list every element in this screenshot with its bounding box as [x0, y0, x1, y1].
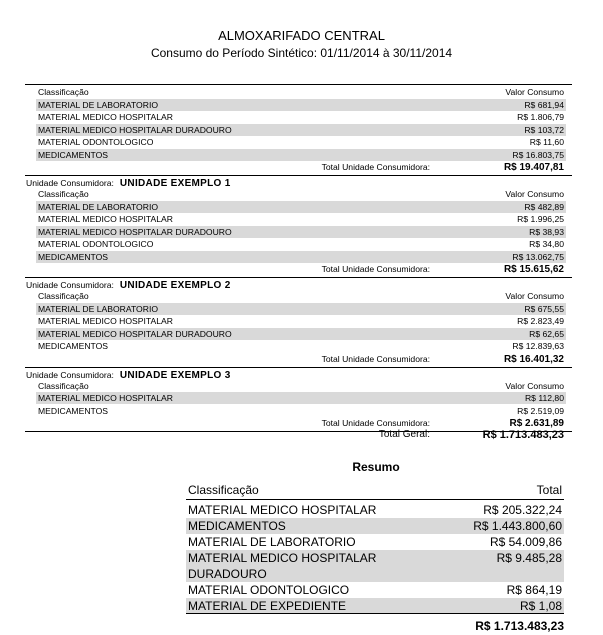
report-title: ALMOXARIFADO CENTRAL	[218, 28, 385, 43]
resumo-row-classificacao: MATERIAL MEDICO HOSPITALAR	[188, 503, 377, 517]
row-valor: R$ 1.806,79	[517, 112, 564, 122]
group-header-row	[36, 86, 566, 98]
row-classificacao: MATERIAL MEDICO HOSPITALAR	[38, 393, 173, 403]
resumo-header	[186, 481, 564, 500]
report-subtitle: Consumo do Período Sintético: 01/11/2014 à 30/11/2014	[150, 46, 453, 60]
row-valor: R$ 13.062,75	[512, 251, 564, 262]
table-row	[36, 303, 566, 315]
unit-name: UNIDADE EXEMPLO 2	[119, 280, 231, 291]
row-classificacao: MEDICAMENTOS	[38, 251, 109, 262]
resumo-row	[186, 550, 564, 582]
resumo-row-classificacao: MATERIAL MEDICO HOSPITALAR DURADOURO	[188, 551, 377, 581]
unit-total-label: Total Unidade Consumidora:	[321, 162, 430, 172]
row-valor: R$ 1.996,25	[517, 214, 564, 224]
group-header-row	[36, 290, 566, 302]
resumo-row	[186, 502, 564, 518]
row-classificacao: MATERIAL ODONTOLOGICO	[38, 137, 154, 147]
unit-total-row	[300, 263, 564, 276]
resumo-total: R$ 1.713.483,23	[475, 619, 564, 633]
row-valor: R$ 112,80	[524, 393, 564, 403]
table-row	[36, 149, 566, 161]
col-classificacao: Classificação	[38, 380, 89, 391]
row-classificacao: MATERIAL ODONTOLOGICO	[38, 239, 154, 249]
unit-name: UNIDADE EXEMPLO 1	[119, 178, 231, 189]
resumo-row	[186, 534, 564, 550]
row-classificacao: MEDICAMENTOS	[38, 405, 109, 416]
table-row	[36, 124, 566, 136]
unit-prefix: Unidade Consumidora:	[26, 369, 114, 380]
unit-total-value: R$ 2.631,89	[509, 418, 564, 429]
unit-name: UNIDADE EXEMPLO 3	[119, 369, 231, 381]
resumo-divider	[186, 613, 564, 614]
grand-total-value: R$ 1.713.483,23	[482, 429, 564, 441]
table-row	[36, 99, 566, 111]
col-classificacao: Classificação	[38, 87, 89, 97]
group-divider	[25, 84, 572, 85]
resumo-row	[186, 518, 564, 534]
row-valor: R$ 34,80	[529, 239, 564, 249]
unit-total-value: R$ 15.615,62	[503, 264, 564, 275]
col-valor-consumo: Valor Consumo	[505, 87, 564, 97]
row-valor: R$ 103,72	[524, 124, 564, 135]
row-classificacao: MEDICAMENTOS	[38, 149, 109, 160]
resumo-row-total: R$ 54.009,86	[489, 535, 562, 549]
row-valor: R$ 681,94	[524, 99, 564, 110]
resumo-row-classificacao: MEDICAMENTOS	[188, 519, 286, 533]
row-valor: R$ 482,89	[524, 201, 564, 212]
row-valor: R$ 38,93	[529, 226, 564, 237]
row-valor: R$ 675,55	[524, 303, 564, 314]
resumo-row-classificacao: MATERIAL DE EXPEDIENTE	[188, 599, 347, 613]
table-row	[36, 226, 566, 238]
row-classificacao: MATERIAL MEDICO HOSPITALAR	[38, 316, 173, 326]
unit-total-row	[300, 353, 564, 366]
col-valor-consumo: Valor Consumo	[505, 189, 564, 199]
resumo-row-total: R$ 1,08	[519, 599, 562, 613]
row-classificacao: MATERIAL DE LABORATORIO	[38, 303, 159, 314]
row-classificacao: MATERIAL DE LABORATORIO	[38, 99, 159, 110]
table-row	[36, 340, 566, 352]
unit-total-label: Total Unidade Consumidora:	[321, 353, 430, 364]
group-header-row	[36, 188, 566, 200]
table-row	[36, 315, 566, 327]
unit-total-row	[300, 161, 564, 174]
resumo-row-classificacao: MATERIAL ODONTOLOGICO	[188, 583, 350, 597]
row-valor: R$ 2.519,09	[517, 405, 564, 416]
row-valor: R$ 2.823,49	[517, 316, 564, 326]
resumo-row-total: R$ 864,19	[506, 583, 562, 597]
row-classificacao: MATERIAL MEDICO HOSPITALAR	[38, 214, 173, 224]
row-classificacao: MATERIAL MEDICO HOSPITALAR DURADOURO	[38, 328, 232, 339]
row-classificacao: MATERIAL MEDICO HOSPITALAR DURADOURO	[38, 226, 232, 237]
resumo-row-classificacao: MATERIAL DE LABORATORIO	[188, 535, 356, 549]
row-classificacao: MATERIAL MEDICO HOSPITALAR	[38, 112, 173, 122]
resumo-row-total: R$ 1.443.800,60	[473, 519, 562, 533]
table-row	[36, 251, 566, 263]
unit-prefix: Unidade Consumidora:	[26, 178, 114, 188]
table-row	[36, 201, 566, 213]
resumo-col-total: Total	[536, 483, 562, 497]
table-row	[36, 392, 566, 404]
group-header-row	[36, 380, 566, 392]
grand-total	[300, 428, 564, 442]
resumo-row	[186, 598, 564, 614]
row-classificacao: MATERIAL MEDICO HOSPITALAR DURADOURO	[38, 124, 232, 135]
table-row	[36, 111, 566, 123]
col-valor-consumo: Valor Consumo	[505, 291, 564, 301]
unit-total-value: R$ 16.401,32	[503, 353, 564, 365]
unit-total-value: R$ 19.407,81	[503, 162, 564, 173]
group-divider	[25, 277, 572, 278]
row-valor: R$ 11,60	[529, 137, 564, 147]
table-row	[36, 405, 566, 417]
table-row	[36, 328, 566, 340]
group-divider	[25, 367, 572, 368]
col-valor-consumo: Valor Consumo	[505, 380, 564, 391]
resumo-col-classificacao: Classificação	[188, 483, 259, 497]
resumo-title: Resumo	[352, 460, 400, 474]
group-divider	[25, 175, 572, 176]
row-classificacao: MATERIAL DE LABORATORIO	[38, 201, 159, 212]
grand-total-label: Total Geral:	[378, 429, 430, 440]
unit-total-label: Total Unidade Consumidora:	[321, 264, 430, 274]
row-valor: R$ 12.839,63	[512, 341, 564, 351]
col-classificacao: Classificação	[38, 189, 89, 199]
resumo-row-total: R$ 205.322,24	[483, 503, 562, 517]
table-row	[36, 136, 566, 148]
resumo-row-total: R$ 9.485,28	[496, 551, 562, 565]
unit-prefix: Unidade Consumidora:	[26, 280, 114, 290]
table-row	[36, 238, 566, 250]
row-classificacao: MEDICAMENTOS	[38, 341, 109, 351]
table-row	[36, 213, 566, 225]
row-valor: R$ 62,65	[529, 328, 564, 339]
resumo-row	[186, 582, 564, 598]
col-classificacao: Classificação	[38, 291, 89, 301]
row-valor: R$ 16.803,75	[512, 149, 564, 160]
unit-total-label: Total Unidade Consumidora:	[321, 418, 430, 428]
